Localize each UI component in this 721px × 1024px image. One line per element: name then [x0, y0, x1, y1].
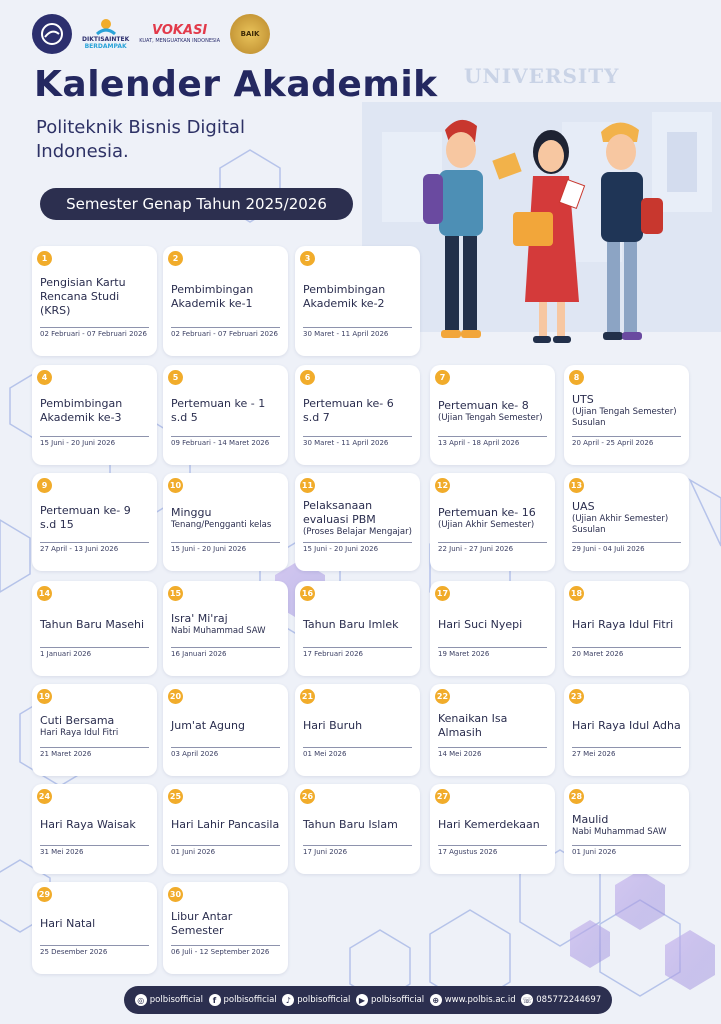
event-divider [303, 436, 412, 437]
event-number-badge: 26 [300, 789, 315, 804]
event-body [171, 387, 280, 435]
event-number-badge: 29 [37, 887, 52, 902]
event-date: 17 Juni 2026 [303, 848, 348, 856]
event-date: 01 Mei 2026 [303, 750, 347, 758]
event-card [295, 784, 420, 874]
event-divider [303, 327, 412, 328]
event-title: Jum'at Agung [171, 719, 245, 732]
event-date: 22 Juni - 27 Juni 2026 [438, 545, 514, 553]
badge-label: BAIK [240, 30, 260, 38]
event-title: Hari Suci Nyepi [438, 617, 523, 631]
event-card [430, 784, 555, 874]
event-body [171, 603, 280, 646]
whatsapp-link[interactable] [521, 994, 601, 1006]
event-date: 01 Juni 2026 [171, 848, 216, 856]
event-card [564, 784, 689, 874]
event-subtitle: Tenang/Pengganti kelas [171, 519, 272, 530]
event-divider [40, 436, 149, 437]
event-body [303, 387, 412, 435]
event-date: 31 Mei 2026 [40, 848, 84, 856]
event-divider [438, 647, 547, 648]
student-female [513, 130, 585, 343]
event-title: Pertemuan ke- 8 [438, 398, 529, 412]
event-card [295, 581, 420, 676]
tiktok-handle: polbisofficial [297, 995, 351, 1005]
event-subtitle: (Ujian Akhir Semester) [438, 519, 535, 530]
website-link[interactable] [430, 994, 516, 1006]
event-number-badge: 16 [300, 586, 315, 601]
event-card [430, 365, 555, 465]
event-date: 27 Mei 2026 [572, 750, 616, 758]
vokasi-text: VOKASI [152, 23, 208, 38]
event-body [572, 603, 681, 646]
students-illustration [415, 112, 675, 348]
event-number-badge: 27 [435, 789, 450, 804]
event-subtitle: (Ujian Tengah Semester) Susulan [572, 407, 677, 428]
event-title: Pertemuan ke- 6 s.d 7 [303, 397, 394, 424]
event-date: 21 Maret 2026 [40, 750, 92, 758]
event-number-badge: 13 [569, 478, 584, 493]
event-number-badge: 2 [168, 251, 183, 266]
globe-icon: ⊕ [430, 994, 442, 1006]
event-number-badge: 5 [168, 370, 183, 385]
event-body [303, 806, 412, 844]
event-card [163, 882, 288, 974]
event-title: Pertemuan ke- 16 [438, 505, 536, 519]
event-title: Hari Kemerdekaan [438, 818, 540, 831]
event-divider [171, 647, 280, 648]
event-body [303, 603, 412, 646]
event-card [564, 473, 689, 571]
event-body [572, 495, 681, 541]
event-date: 17 Februari 2026 [303, 650, 363, 658]
event-card [163, 784, 288, 874]
event-body [40, 268, 149, 326]
event-number-badge: 19 [37, 689, 52, 704]
page-subtitle: Politeknik Bisnis Digital Indonesia. [36, 117, 245, 162]
event-title: Pembimbingan Akademik ke-2 [303, 283, 386, 310]
event-number-badge: 22 [435, 689, 450, 704]
event-title: Hari Lahir Pancasila [171, 818, 280, 831]
event-date: 15 Juni - 20 Juni 2026 [40, 439, 116, 447]
event-subtitle: (Ujian Akhir Semester) Susulan [572, 514, 669, 535]
event-card [295, 246, 420, 356]
event-date: 15 Juni - 20 Juni 2026 [171, 545, 247, 553]
event-divider [40, 845, 149, 846]
event-divider [40, 542, 149, 543]
student-male-1 [423, 120, 522, 338]
event-number-badge: 4 [37, 370, 52, 385]
event-date: 25 Desember 2026 [40, 948, 108, 956]
event-body [438, 495, 547, 541]
event-subtitle: Hari Raya Idul Fitri [40, 727, 119, 738]
event-title: Kenaikan Isa Almasih [438, 712, 508, 739]
event-card [163, 581, 288, 676]
diktisaintek-line1: DIKTISAINTEK [82, 36, 130, 43]
event-divider [572, 647, 681, 648]
event-card [32, 882, 157, 974]
event-number-badge: 3 [300, 251, 315, 266]
event-divider [572, 542, 681, 543]
event-date: 16 Januari 2026 [171, 650, 227, 658]
event-number-badge: 17 [435, 586, 450, 601]
event-card [32, 684, 157, 776]
event-title: Hari Raya Idul Adha [572, 719, 681, 732]
event-body [40, 603, 149, 646]
logo-bar [32, 12, 270, 56]
event-divider [438, 436, 547, 437]
event-body [303, 495, 412, 541]
event-title: Tahun Baru Imlek [303, 617, 399, 631]
event-divider [303, 647, 412, 648]
event-body [171, 268, 280, 326]
university-sign: UNIVERSITY [464, 64, 620, 88]
event-title: Isra' Mi'raj [171, 612, 228, 625]
event-card [295, 473, 420, 571]
event-date: 02 Februari - 07 Februari 2026 [171, 330, 278, 338]
event-card [564, 365, 689, 465]
event-date: 27 April - 13 Juni 2026 [40, 545, 119, 553]
event-card [163, 684, 288, 776]
event-body [171, 706, 280, 746]
event-body [572, 806, 681, 844]
page-title: Kalender Akademik [34, 64, 438, 105]
event-divider [303, 845, 412, 846]
event-body [438, 806, 547, 844]
event-body [171, 806, 280, 844]
event-title: Pembimbingan Akademik ke-3 [40, 397, 123, 424]
event-card [163, 473, 288, 571]
event-title: Tahun Baru Islam [303, 818, 398, 831]
event-date: 13 April - 18 April 2026 [438, 439, 520, 447]
event-divider [303, 747, 412, 748]
website-url: www.polbis.ac.id [444, 995, 516, 1005]
event-subtitle: Nabi Muhammad SAW [572, 826, 667, 837]
event-number-badge: 7 [435, 370, 450, 385]
event-date: 20 Maret 2026 [572, 650, 624, 658]
event-divider [572, 845, 681, 846]
event-divider [171, 436, 280, 437]
vokasi-tagline: KUAT, MENGUATKAN INDONESIA [139, 38, 221, 44]
event-body [40, 904, 149, 944]
event-body [572, 706, 681, 746]
event-title: Pengisian Kartu Rencana Studi (KRS) [40, 276, 126, 317]
event-card [32, 581, 157, 676]
event-title: Pelaksanaan evaluasi PBM [303, 498, 376, 526]
event-date: 30 Maret - 11 April 2026 [303, 439, 389, 447]
event-number-badge: 10 [168, 478, 183, 493]
event-divider [40, 945, 149, 946]
event-number-badge: 1 [37, 251, 52, 266]
event-divider [40, 327, 149, 328]
event-divider [572, 747, 681, 748]
tiktok-link[interactable] [282, 994, 350, 1006]
event-title: UAS [572, 500, 595, 513]
event-body [40, 806, 149, 844]
event-subtitle: Nabi Muhammad SAW [171, 626, 266, 636]
event-divider [171, 747, 280, 748]
event-divider [171, 845, 280, 846]
facebook-handle: polbisofficial [223, 995, 277, 1005]
event-title: Libur Antar Semester [171, 910, 233, 937]
instagram-icon: ◎ [135, 994, 147, 1006]
event-card [430, 684, 555, 776]
event-date: 1 Januari 2026 [40, 650, 92, 658]
event-divider [171, 542, 280, 543]
event-title: Cuti Bersama [40, 713, 115, 727]
event-title: Pertemuan ke- 9 s.d 15 [40, 504, 131, 531]
accreditation-badge [230, 14, 270, 54]
student-male-2 [601, 122, 663, 340]
event-date: 09 Februari - 14 Maret 2026 [171, 439, 270, 447]
diktisaintek-line2: BERDAMPAK [84, 43, 127, 50]
facebook-link[interactable] [209, 994, 277, 1006]
event-number-badge: 18 [569, 586, 584, 601]
event-body [303, 706, 412, 746]
event-number-badge: 15 [168, 586, 183, 601]
event-card [32, 365, 157, 465]
event-divider [438, 845, 547, 846]
event-date: 03 April 2026 [171, 750, 219, 758]
event-card [564, 684, 689, 776]
event-card [295, 365, 420, 465]
event-card [32, 473, 157, 571]
event-body [438, 603, 547, 646]
youtube-handle: polbisofficial [370, 995, 425, 1005]
event-number-badge: 24 [37, 789, 52, 804]
event-card [32, 246, 157, 356]
event-title: Pertemuan ke - 1 s.d 5 [171, 397, 266, 424]
event-divider [40, 647, 149, 648]
facebook-icon: f [209, 994, 221, 1006]
event-number-badge: 12 [435, 478, 450, 493]
event-date: 15 Juni - 20 Juni 2026 [303, 545, 379, 553]
event-divider [438, 747, 547, 748]
event-card [430, 581, 555, 676]
diktisaintek-logo [82, 18, 129, 50]
event-date: 06 Juli - 12 September 2026 [171, 948, 270, 956]
whatsapp-icon: ☏ [522, 995, 533, 1005]
youtube-icon: ▶ [356, 994, 368, 1006]
event-card [163, 246, 288, 356]
event-number-badge: 14 [37, 586, 52, 601]
event-date: 29 Juni - 04 Juli 2026 [572, 545, 645, 553]
event-title: Hari Natal [40, 917, 96, 930]
event-title: Pembimbingan Akademik ke-1 [171, 283, 254, 310]
event-card [32, 784, 157, 874]
event-divider [572, 436, 681, 437]
event-divider [171, 945, 280, 946]
event-divider [438, 542, 547, 543]
whatsapp-number: 085772244697 [536, 995, 602, 1005]
event-number-badge: 6 [300, 370, 315, 385]
polbis-logo [32, 14, 72, 54]
event-number-badge: 28 [569, 789, 584, 804]
event-date: 14 Mei 2026 [438, 750, 482, 758]
instagram-link[interactable] [135, 994, 203, 1006]
semester-label: Semester Genap Tahun 2025/2026 [40, 188, 353, 220]
event-divider [303, 542, 412, 543]
event-number-badge: 8 [569, 370, 584, 385]
polbis-logo-icon [40, 22, 64, 46]
event-number-badge: 9 [37, 478, 52, 493]
event-divider [171, 327, 280, 328]
event-number-badge: 25 [168, 789, 183, 804]
event-title: Hari Raya Idul Fitri [572, 617, 674, 631]
event-number-badge: 30 [168, 887, 183, 902]
social-footer [124, 986, 612, 1014]
event-date: 01 Juni 2026 [572, 848, 617, 856]
event-number-badge: 21 [300, 689, 315, 704]
event-subtitle: (Proses Belajar Mengajar) [303, 526, 412, 537]
event-date: 02 Februari - 07 Februari 2026 [40, 330, 147, 338]
event-body [40, 495, 149, 541]
event-body [438, 706, 547, 746]
instagram-handle: polbisofficial [149, 995, 203, 1005]
event-card [295, 684, 420, 776]
event-title: Minggu [171, 505, 212, 519]
event-number-badge: 20 [168, 689, 183, 704]
diktisaintek-icon [95, 18, 117, 36]
event-body [572, 387, 681, 435]
event-card [163, 365, 288, 465]
event-body [40, 387, 149, 435]
event-body [171, 904, 280, 944]
event-number-badge: 11 [300, 478, 315, 493]
event-title: Hari Raya Waisak [40, 818, 136, 831]
event-date: 17 Agustus 2026 [438, 848, 498, 856]
event-body [40, 706, 149, 746]
event-title: Hari Buruh [303, 719, 363, 732]
event-subtitle: (Ujian Tengah Semester) [438, 412, 543, 423]
event-body [171, 495, 280, 541]
event-divider [40, 747, 149, 748]
event-body [303, 268, 412, 326]
event-title: UTS [572, 393, 594, 406]
youtube-link[interactable] [356, 994, 424, 1006]
event-date: 19 Maret 2026 [438, 650, 490, 658]
vokasi-logo [139, 24, 220, 44]
event-date: 30 Maret - 11 April 2026 [303, 330, 389, 338]
event-card [564, 581, 689, 676]
event-title: Tahun Baru Masehi [40, 617, 145, 631]
event-card [430, 473, 555, 571]
event-title: Maulid [572, 812, 609, 826]
tiktok-icon: ♪ [282, 994, 294, 1006]
event-body [438, 387, 547, 435]
event-date: 20 April - 25 April 2026 [572, 439, 654, 447]
event-number-badge: 23 [569, 689, 584, 704]
